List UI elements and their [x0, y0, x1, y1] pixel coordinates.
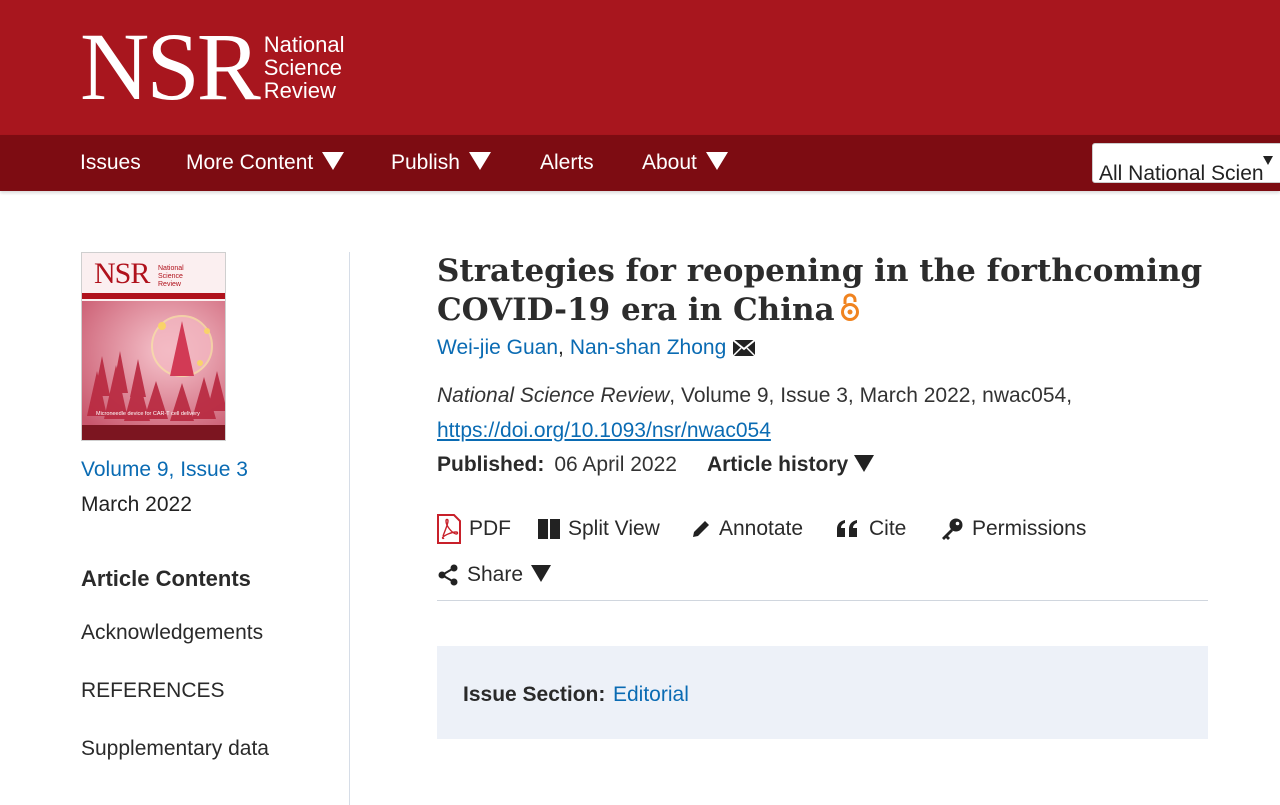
chevron-down-icon: [322, 152, 344, 170]
issue-section-link[interactable]: Editorial: [613, 683, 689, 706]
author-link-guan[interactable]: Wei-jie Guan: [437, 336, 558, 359]
nav-issues[interactable]: Issues: [80, 151, 141, 174]
select-caret-icon: [1263, 156, 1273, 165]
search-scope-select[interactable]: [1092, 143, 1280, 183]
toolbar-divider: [437, 600, 1208, 601]
chevron-down-icon: [854, 455, 874, 472]
pdf-icon: [437, 514, 461, 544]
article-history-label: Article history: [706, 453, 849, 476]
cover-band: [82, 293, 226, 299]
volume-issue-link[interactable]: Volume 9, Issue 3: [81, 458, 248, 481]
site-header: [0, 0, 1280, 135]
article-history-toggle[interactable]: [707, 453, 874, 477]
journal-cover-image: [82, 301, 226, 426]
pencil-icon: [691, 519, 711, 539]
journal-name: National Science Review: [437, 384, 670, 407]
nav-more-content[interactable]: More Content: [186, 135, 344, 191]
cite-button[interactable]: [835, 514, 906, 544]
issue-date: March 2022: [81, 493, 192, 516]
chevron-down-icon: [706, 152, 728, 170]
nav-alerts[interactable]: Alerts: [540, 151, 594, 174]
nav-publish[interactable]: Publish: [391, 135, 491, 191]
split-view-button[interactable]: [538, 514, 660, 544]
published-label: Published:: [437, 453, 545, 476]
cite-label: Cite: [869, 517, 907, 540]
key-icon: [940, 517, 964, 541]
issue-section-label: Issue Section:: [463, 683, 606, 706]
share-label: Share: [467, 563, 524, 586]
cover-footer: [82, 425, 226, 441]
permissions-label: Permissions: [972, 517, 1087, 540]
author-separator: ,: [558, 336, 564, 359]
article-title: [437, 252, 1227, 330]
journal-cover[interactable]: [81, 252, 226, 441]
published-row: [437, 453, 874, 477]
envelope-icon[interactable]: [732, 338, 756, 358]
cover-caption: Microneedle device for CAR-T cell delivery: [96, 411, 200, 417]
toc-item-supplementary-data[interactable]: Supplementary data: [81, 737, 269, 760]
pdf-label: PDF: [469, 517, 511, 540]
logo-subtitle: National Science Review: [263, 31, 345, 103]
nav-about[interactable]: About: [642, 135, 728, 191]
toc-item-acknowledgements[interactable]: Acknowledgements: [81, 621, 264, 644]
sidebar-divider: [349, 252, 350, 805]
citation-line: [437, 384, 1072, 408]
nsr-logo[interactable]: [80, 13, 345, 120]
logo-text: NSR: [80, 13, 258, 120]
annotate-label: Annotate: [719, 517, 804, 540]
annotate-button[interactable]: [691, 514, 803, 544]
toc-item-references[interactable]: REFERENCES: [81, 679, 225, 702]
published-date: 06 April 2022: [554, 453, 677, 476]
issue-section-box: [437, 646, 1208, 739]
quote-icon: [835, 519, 861, 539]
author-link-zhong[interactable]: Nan-shan Zhong: [569, 336, 727, 359]
chevron-down-icon: [469, 152, 491, 170]
main-nav: [0, 135, 1280, 191]
split-view-label: Split View: [568, 517, 660, 540]
article-title-text: Strategies for reopening in the forthcoming COVID-19 era in China: [437, 253, 1203, 328]
share-button[interactable]: [437, 560, 551, 590]
article-contents-heading: Article Contents: [81, 566, 251, 591]
split-view-icon: [538, 519, 560, 539]
open-access-icon: [839, 292, 861, 322]
author-list: [437, 336, 756, 360]
doi-link[interactable]: https://doi.org/10.1093/nsr/nwac054: [437, 419, 771, 442]
chevron-down-icon: [531, 565, 551, 582]
citation-details: , Volume 9, Issue 3, March 2022, nwac054,: [669, 384, 1073, 407]
permissions-button[interactable]: [940, 514, 1086, 544]
cover-subtitle: National Science Review: [158, 265, 184, 288]
pdf-button[interactable]: [437, 514, 511, 544]
share-icon: [437, 564, 459, 586]
cover-title: NSR: [94, 257, 150, 290]
search-scope-value: All National Scien: [1099, 162, 1264, 185]
